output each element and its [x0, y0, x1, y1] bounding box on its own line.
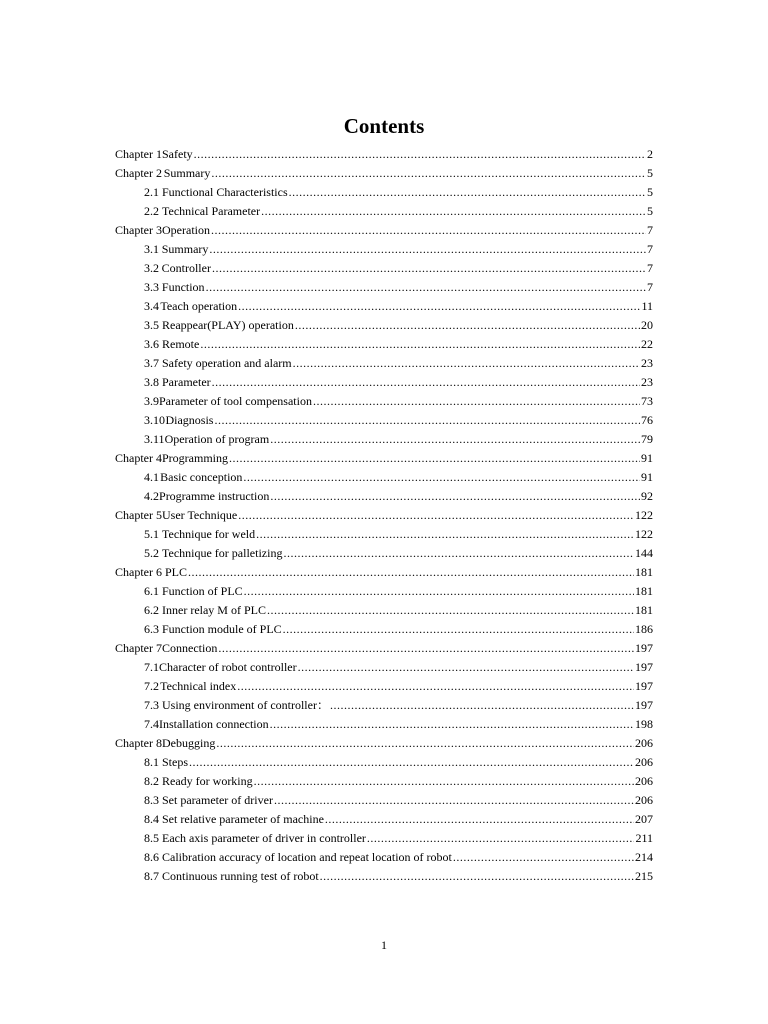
toc-entry-page: 22 — [641, 337, 653, 351]
toc-entry-title: Basic conception — [160, 470, 243, 484]
toc-section-entry[interactable] — [115, 829, 653, 848]
toc-leader-dots — [237, 677, 634, 696]
toc-entry-number: Chapter 7 — [115, 641, 162, 655]
toc-leader-dots — [367, 829, 635, 848]
toc-entry-page: 197 — [635, 641, 653, 655]
toc-section-entry[interactable] — [115, 582, 653, 601]
toc-entry-number: 5.2 — [144, 546, 159, 560]
toc-entry-number: Chapter 4 — [115, 451, 162, 465]
page-number: 1 — [381, 938, 387, 952]
toc-section-entry[interactable] — [115, 468, 653, 487]
toc-entry-title: Technique for palletizing — [162, 546, 283, 560]
toc-entry-title: Controller — [161, 261, 211, 275]
toc-entry-number: Chapter 2 — [115, 166, 162, 180]
toc-section-entry[interactable] — [115, 259, 653, 278]
toc-entry-number: 2.1 — [144, 185, 159, 199]
toc-leader-dots — [243, 468, 640, 487]
toc-entry-number: Chapter 6 — [115, 565, 162, 579]
toc-entry-page: 207 — [635, 812, 653, 826]
toc-leader-dots — [261, 202, 646, 221]
toc-entry-number: 2.2 — [144, 204, 159, 218]
toc-leader-dots — [325, 810, 634, 829]
toc-entry-page: 92 — [641, 489, 653, 503]
toc-leader-dots — [211, 221, 646, 240]
toc-section-entry[interactable] — [115, 525, 653, 544]
toc-chapter-entry[interactable] — [115, 639, 653, 658]
toc-entry-page: 181 — [635, 584, 653, 598]
toc-entry-title: Remote — [162, 337, 200, 351]
toc-entry-number: 5.1 — [144, 527, 159, 541]
toc-entry-title: Programme instruction — [159, 489, 270, 503]
toc-leader-dots — [267, 601, 634, 620]
toc-entry-page: 206 — [635, 755, 653, 769]
toc-entry-title: User Technique — [162, 508, 238, 522]
toc-entry-title: Safety — [162, 147, 193, 161]
toc-entry-number: 6.2 — [144, 603, 159, 617]
toc-entry-page: 144 — [635, 546, 653, 560]
toc-entry-title: Safety operation and alarm — [162, 356, 292, 370]
toc-entry-page: 206 — [635, 736, 653, 750]
toc-section-entry[interactable] — [115, 696, 653, 715]
table-of-contents — [115, 145, 653, 886]
toc-chapter-entry[interactable] — [115, 734, 653, 753]
toc-entry-number: 8.3 — [144, 793, 159, 807]
toc-leader-dots — [218, 639, 634, 658]
toc-entry-title: Each axis parameter of driver in controller — [162, 831, 366, 845]
toc-leader-dots — [189, 753, 634, 772]
toc-entry-number: 8.5 — [144, 831, 159, 845]
toc-chapter-entry[interactable] — [115, 221, 653, 240]
toc-entry-number: 8.1 — [144, 755, 159, 769]
toc-entry-page: 122 — [635, 508, 653, 522]
toc-entry-title: Set parameter of driver — [162, 793, 273, 807]
toc-section-entry[interactable] — [115, 278, 653, 297]
toc-section-entry[interactable] — [115, 658, 653, 677]
toc-leader-dots — [229, 449, 640, 468]
toc-section-entry[interactable] — [115, 240, 653, 259]
toc-section-entry[interactable] — [115, 373, 653, 392]
toc-leader-dots — [209, 240, 646, 259]
toc-entry-title: Diagnosis — [165, 413, 214, 427]
toc-entry-page: 73 — [641, 394, 653, 408]
toc-entry-number: 3.6 — [144, 337, 159, 351]
toc-section-entry[interactable] — [115, 411, 653, 430]
toc-entry-page: 206 — [635, 774, 653, 788]
toc-leader-dots — [238, 297, 640, 316]
toc-entry-number: 3.5 — [144, 318, 159, 332]
toc-entry-number: 3.7 — [144, 356, 159, 370]
toc-section-entry[interactable] — [115, 392, 653, 411]
toc-section-entry[interactable] — [115, 544, 653, 563]
toc-entry-title: Ready for working — [162, 774, 253, 788]
toc-entry-page: 5 — [647, 166, 653, 180]
toc-entry-page: 197 — [635, 679, 653, 693]
toc-entry-title: Summary — [161, 242, 209, 256]
toc-leader-dots — [244, 582, 634, 601]
toc-entry-number: 3.8 — [144, 375, 159, 389]
toc-entry-number: 4.1 — [144, 470, 159, 484]
toc-entry-page: 122 — [635, 527, 653, 541]
toc-section-entry[interactable] — [115, 791, 653, 810]
toc-leader-dots — [289, 183, 646, 202]
toc-entry-page: 23 — [641, 375, 653, 389]
toc-entry-number: 3.11 — [144, 432, 165, 446]
toc-entry-page: 7 — [647, 261, 653, 275]
toc-entry-title: Operation — [162, 223, 210, 237]
toc-entry-title: Technical index — [160, 679, 237, 693]
toc-entry-page: 7 — [647, 242, 653, 256]
toc-section-entry[interactable] — [115, 297, 653, 316]
toc-entry-title: Calibration accuracy of location and repeat location of robot — [162, 850, 452, 864]
toc-leader-dots — [188, 563, 634, 582]
toc-leader-dots — [212, 259, 646, 278]
toc-leader-dots — [320, 867, 634, 886]
toc-entry-number: Chapter 1 — [115, 147, 162, 161]
toc-entry-title: Reappear(PLAY) operation — [162, 318, 294, 332]
toc-entry-title: Continuous running test of robot — [162, 869, 319, 883]
toc-entry-page: 198 — [635, 717, 653, 731]
toc-entry-page: 91 — [641, 470, 653, 484]
toc-leader-dots — [214, 411, 640, 430]
toc-section-entry[interactable] — [115, 183, 653, 202]
toc-leader-dots — [256, 525, 634, 544]
toc-entry-page: 206 — [635, 793, 653, 807]
toc-entry-number: 3.3 — [144, 280, 159, 294]
toc-leader-dots — [270, 487, 640, 506]
toc-leader-dots — [194, 145, 646, 164]
toc-entry-number: 6.3 — [144, 622, 159, 636]
toc-section-entry[interactable] — [115, 335, 653, 354]
toc-entry-number: 7.4 — [144, 717, 159, 731]
toc-entry-page: 5 — [647, 185, 653, 199]
toc-entry-title: Programming — [162, 451, 228, 465]
toc-entry-page: 211 — [635, 831, 653, 845]
toc-leader-dots — [238, 506, 634, 525]
toc-entry-title: Connection — [162, 641, 218, 655]
toc-section-entry[interactable] — [115, 753, 653, 772]
toc-chapter-entry[interactable] — [115, 506, 653, 525]
toc-entry-page: 181 — [635, 565, 653, 579]
toc-section-entry[interactable] — [115, 601, 653, 620]
toc-leader-dots — [283, 544, 634, 563]
toc-entry-title: Summary — [163, 166, 211, 180]
toc-leader-dots — [274, 791, 634, 810]
toc-section-entry[interactable] — [115, 715, 653, 734]
toc-entry-title: Steps — [162, 755, 189, 769]
toc-entry-number: 3.1 — [144, 242, 159, 256]
toc-leader-dots — [330, 696, 634, 715]
toc-entry-page: 7 — [647, 223, 653, 237]
toc-entry-number: Chapter 3 — [115, 223, 162, 237]
toc-entry-title: Operation of program — [164, 432, 270, 446]
toc-entry-number: 7.2 — [144, 679, 159, 693]
toc-leader-dots — [313, 392, 640, 411]
toc-section-entry[interactable] — [115, 810, 653, 829]
toc-leader-dots — [254, 772, 634, 791]
toc-entry-title: Teach operation — [160, 299, 238, 313]
toc-entry-page: 197 — [635, 660, 653, 674]
toc-entry-title: Function — [161, 280, 205, 294]
toc-entry-page: 7 — [647, 280, 653, 294]
toc-chapter-entry[interactable] — [115, 449, 653, 468]
toc-entry-number: 4.2 — [144, 489, 159, 503]
toc-leader-dots — [270, 430, 640, 449]
toc-entry-title: Function module of PLC — [162, 622, 282, 636]
toc-entry-title: Functional Characteristics — [162, 185, 288, 199]
toc-entry-page: 186 — [635, 622, 653, 636]
toc-entry-title: Debugging — [162, 736, 216, 750]
toc-entry-number: Chapter 5 — [115, 508, 162, 522]
toc-entry-page: 2 — [647, 147, 653, 161]
toc-entry-number: 8.4 — [144, 812, 159, 826]
toc-entry-number: Chapter 8 — [115, 736, 162, 750]
toc-section-entry[interactable] — [115, 202, 653, 221]
toc-entry-page: 20 — [641, 318, 653, 332]
toc-entry-title: Function of PLC — [162, 584, 243, 598]
toc-leader-dots — [298, 658, 634, 677]
toc-entry-page: 5 — [647, 204, 653, 218]
toc-leader-dots — [211, 164, 646, 183]
toc-entry-number: 3.2 — [144, 261, 159, 275]
toc-entry-title: Using environment of controller： — [162, 698, 329, 712]
toc-entry-page: 181 — [635, 603, 653, 617]
toc-entry-title: Parameter of tool compensation — [159, 394, 312, 408]
toc-leader-dots — [293, 354, 640, 373]
toc-section-entry[interactable] — [115, 848, 653, 867]
toc-leader-dots — [295, 316, 640, 335]
toc-entry-title: PLC — [165, 565, 188, 579]
toc-entry-title: Technique for weld — [162, 527, 256, 541]
toc-entry-number: 3.9 — [144, 394, 159, 408]
toc-section-entry[interactable] — [115, 867, 653, 886]
toc-section-entry[interactable] — [115, 316, 653, 335]
toc-section-entry[interactable] — [115, 354, 653, 373]
toc-entry-title: Inner relay M of PLC — [162, 603, 266, 617]
toc-chapter-entry[interactable] — [115, 145, 653, 164]
toc-entry-title: Set relative parameter of machine — [162, 812, 324, 826]
toc-section-entry[interactable] — [115, 430, 653, 449]
toc-leader-dots — [212, 373, 640, 392]
toc-entry-page: 79 — [641, 432, 653, 446]
toc-section-entry[interactable] — [115, 487, 653, 506]
toc-entry-page: 76 — [641, 413, 653, 427]
toc-entry-number: 8.2 — [144, 774, 159, 788]
toc-entry-number: 3.4 — [144, 299, 159, 313]
toc-entry-page: 23 — [641, 356, 653, 370]
toc-entry-title: Technical Parameter — [162, 204, 261, 218]
toc-entry-number: 8.7 — [144, 869, 159, 883]
toc-section-entry[interactable] — [115, 620, 653, 639]
toc-section-entry[interactable] — [115, 677, 653, 696]
toc-entry-number: 8.6 — [144, 850, 159, 864]
toc-entry-page: 215 — [635, 869, 653, 883]
toc-leader-dots — [206, 278, 646, 297]
page-title: Contents — [343, 114, 425, 138]
toc-chapter-entry[interactable] — [115, 563, 653, 582]
toc-entry-page: 91 — [641, 451, 653, 465]
toc-leader-dots — [453, 848, 634, 867]
toc-entry-number: 3.10 — [144, 413, 165, 427]
toc-entry-number: 7.1 — [144, 660, 159, 674]
toc-chapter-entry[interactable] — [115, 164, 653, 183]
toc-entry-title: Character of robot controller — [159, 660, 297, 674]
toc-leader-dots — [216, 734, 634, 753]
toc-leader-dots — [270, 715, 634, 734]
toc-leader-dots — [200, 335, 640, 354]
toc-entry-page: 11 — [641, 299, 653, 313]
toc-leader-dots — [283, 620, 634, 639]
toc-entry-number: 6.1 — [144, 584, 159, 598]
toc-entry-number: 7.3 — [144, 698, 159, 712]
toc-entry-page: 197 — [635, 698, 653, 712]
toc-entry-page: 214 — [635, 850, 653, 864]
toc-section-entry[interactable] — [115, 772, 653, 791]
toc-entry-title: Installation connection — [159, 717, 269, 731]
toc-entry-title: Parameter — [162, 375, 211, 389]
